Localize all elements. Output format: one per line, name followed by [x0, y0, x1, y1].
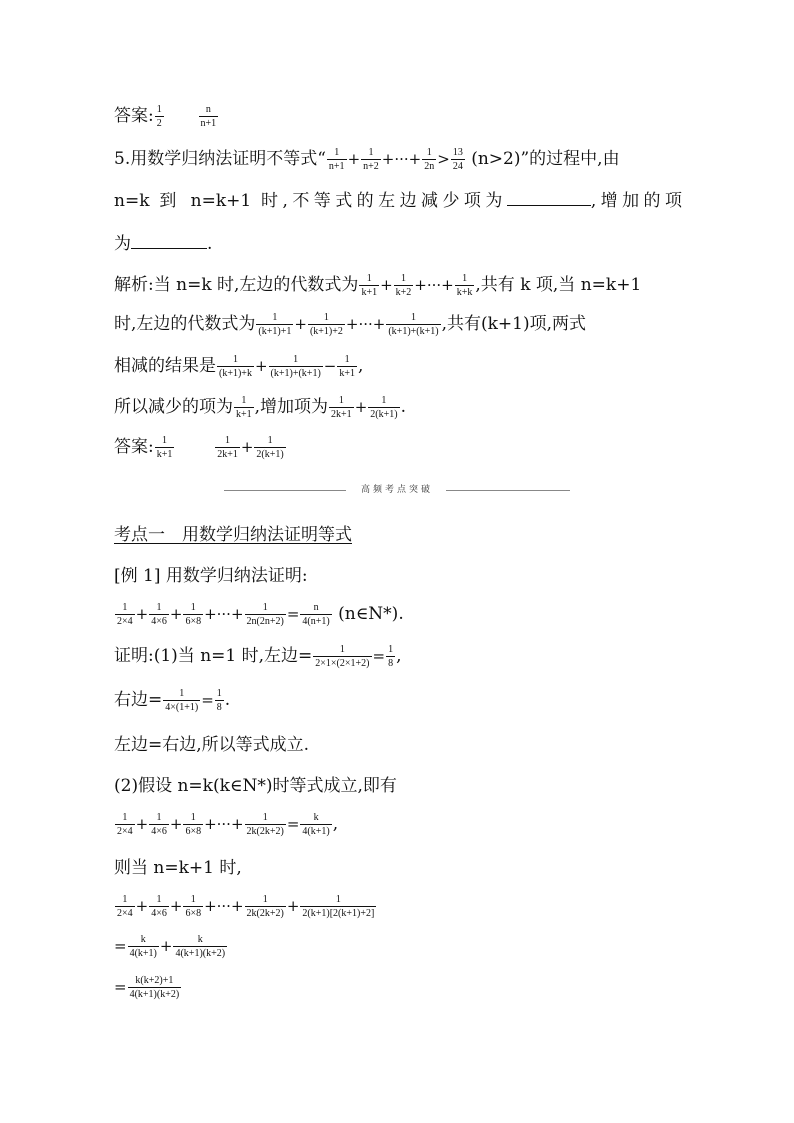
- fraction: $\frac{1}{(k+1)+2}$: [309, 312, 343, 337]
- answer-label: 答案:: [114, 106, 154, 126]
- answer-line-prev: [114, 104, 219, 129]
- fraction: $\frac{1}{4\times 6}$: [151, 894, 167, 919]
- analysis-line-3: 相减的结果是 $\frac{1}{(k+1)+k}$ + $\frac{1}{(k+1)+(k+1)}$ − $\frac{1}{k+1}$ ,: [114, 354, 364, 379]
- section-title: 高频考点突破: [360, 485, 433, 495]
- fraction: $\frac{k}{4(k+1)}$: [129, 934, 157, 959]
- proof-step-3: 则当 n=k+1 时,: [114, 858, 242, 878]
- fraction: $\frac{k}{4(k+1)(k+2)}$: [175, 934, 226, 959]
- fraction: $\frac{1}{8}$: [388, 644, 394, 669]
- topic-heading: 考点一 用数学归纳法证明等式: [114, 525, 352, 545]
- analysis-line-1: 解析:当 n=k 时,左边的代数式为 $\frac{1}{k+1}$ + $\frac{1}{k+2}$ +···+ $\frac{1}{k+k}$ ,共有 k 项,当 n=k+1: [114, 273, 642, 298]
- fraction: $\frac{n}{4(n+1)}$: [302, 602, 330, 627]
- section-divider: [224, 485, 570, 495]
- fraction: $\frac{n}{n+1}$: [200, 104, 217, 129]
- fraction: $\frac{1}{2\times 4}$: [117, 602, 133, 627]
- fraction: $\frac{1}{2n}$: [424, 147, 435, 172]
- answer-blank[interactable]: [507, 191, 591, 206]
- answer-line-5: 答案: $\frac{1}{k+1}$ $\frac{1}{2k+1}$ + $\frac{1}{2(k+1)}$: [114, 435, 284, 460]
- fraction: $\frac{1}{2n(2n+2)}$: [246, 602, 284, 627]
- fraction: $\frac{1}{2\times 1\times(2\times 1+2)}$: [315, 644, 370, 669]
- fraction: $\frac{13}{24}$: [452, 147, 463, 172]
- fraction: $\frac{1}{8}$: [216, 688, 222, 713]
- induction-sum: $\frac{1}{2\times 4}$ + $\frac{1}{4\times 6}$ + $\frac{1}{6\times 8}$ +···+ $\frac{1}{2k(2k+2)}$ + $\frac{1}{2(k+1)[2(k+1)+2]}$: [117, 894, 375, 919]
- analysis-line-2: 时,左边的代数式为 $\frac{1}{(k+1)+1}$ + $\frac{1}{(k+1)+2}$ +···+ $\frac{1}{(k+1)+(k+1)}$ ,共有(k+1)项,两式: [114, 312, 587, 337]
- fraction: $\frac{1}{4\times(1+1)}$: [165, 688, 199, 713]
- fraction: $\frac{k(k+2)+1}{4(k+1)(k+2)}$: [129, 975, 180, 1000]
- question-5-line-1: 5.用数学归纳法证明不等式“ $\frac{1}{n+1}$ + $\frac{1}{n+2}$ +···+ $\frac{1}{2n}$ > $\frac{13}{24}$ (n>2)”的过程中,由: [114, 147, 620, 172]
- fraction: $\frac{1}{4\times 6}$: [151, 602, 167, 627]
- proof-step-1: 证明:(1)当 n=1 时,左边= $\frac{1}{2\times 1\times(2\times 1+2)}$ = $\frac{1}{8}$ ,: [114, 644, 402, 669]
- fraction: $\frac{k}{4(k+1)}$: [302, 812, 330, 837]
- fraction: $\frac{1}{2(k+1)[2(k+1)+2]}$: [302, 894, 375, 919]
- divider-line-right: [446, 490, 570, 491]
- fraction: $\frac{1}{k+1}$: [339, 354, 355, 379]
- fraction: $\frac{1}{k+1}$: [156, 435, 173, 460]
- analysis-line-4: 所以减少的项为 $\frac{1}{k+1}$ ,增加项为 $\frac{1}{2k+1}$ + $\frac{1}{2(k+1)}$ .: [114, 395, 406, 420]
- proof-conclusion-1: 左边=右边,所以等式成立.: [114, 735, 310, 755]
- fraction: $\frac{1}{(k+1)+1}$: [258, 312, 292, 337]
- example-1-equation: $\frac{1}{2\times 4}$ + $\frac{1}{4\times 6}$ + $\frac{1}{6\times 8}$ +···+ $\frac{1}{2n(2n+2)}$ = $\frac{n}{4(n+1)}$ (n∈N*).: [117, 602, 404, 627]
- fraction: $\frac{1}{(k+1)+(k+1)}$: [270, 354, 321, 379]
- fraction: $\frac{1}{n+2}$: [363, 147, 379, 172]
- question-5-line-3: 为 .: [114, 234, 213, 254]
- fraction: $\frac{1}{6\times 8}$: [185, 812, 202, 837]
- example-1-title: [例 1] 用数学归纳法证明:: [114, 566, 308, 586]
- fraction: $\frac{1}{2(k+1)}$: [370, 395, 398, 420]
- fraction: $\frac{1}{2k+1}$: [217, 435, 238, 460]
- answer-blank[interactable]: [131, 234, 207, 249]
- fraction: $\frac{1}{2}$: [156, 104, 162, 129]
- fraction: $\frac{1}{2k(2k+2)}$: [246, 812, 284, 837]
- proof-step-2: (2)假设 n=k(k∈N*)时等式成立,即有: [114, 776, 397, 796]
- fraction: $\frac{1}{2k(2k+2)}$: [246, 894, 284, 919]
- fraction: $\frac{1}{k+1}$: [236, 395, 252, 420]
- fraction: $\frac{1}{2\times 4}$: [117, 812, 133, 837]
- hypothesis-equation: $\frac{1}{2\times 4}$ + $\frac{1}{4\times 6}$ + $\frac{1}{6\times 8}$ +···+ $\frac{1}{2k(2k+2)}$ = $\frac{k}{4(k+1)}$ ,: [117, 812, 339, 837]
- answer-label: 答案:: [114, 437, 154, 457]
- fraction: $\frac{1}{k+1}$: [361, 273, 378, 298]
- fraction: $\frac{1}{6\times 8}$: [185, 894, 202, 919]
- fraction: $\frac{1}{(k+1)+k}$: [219, 354, 252, 379]
- induction-step-b: = $\frac{k(k+2)+1}{4(k+1)(k+2)}$: [114, 975, 180, 1000]
- fraction: $\frac{1}{4\times 6}$: [151, 812, 167, 837]
- fraction: $\frac{1}{n+1}$: [328, 147, 345, 172]
- proof-right-side: 右边= $\frac{1}{4\times(1+1)}$ = $\frac{1}{8}$ .: [114, 688, 231, 713]
- question-5-line-2: n=k 到 n=k+1 时,不等式的左边减少项为 ,增加的项: [114, 191, 683, 211]
- fraction: $\frac{1}{k+2}$: [395, 273, 412, 298]
- fraction: $\frac{1}{(k+1)+(k+1)}$: [388, 312, 439, 337]
- induction-step-a: = $\frac{k}{4(k+1)}$ + $\frac{k}{4(k+1)(k+2)}$: [114, 934, 226, 959]
- divider-line-left: [224, 490, 346, 491]
- fraction: $\frac{1}{k+k}$: [456, 273, 473, 298]
- fraction: $\frac{1}{2\times 4}$: [117, 894, 133, 919]
- fraction: $\frac{1}{6\times 8}$: [185, 602, 202, 627]
- fraction: $\frac{1}{2(k+1)}$: [256, 435, 284, 460]
- fraction: $\frac{1}{2k+1}$: [331, 395, 352, 420]
